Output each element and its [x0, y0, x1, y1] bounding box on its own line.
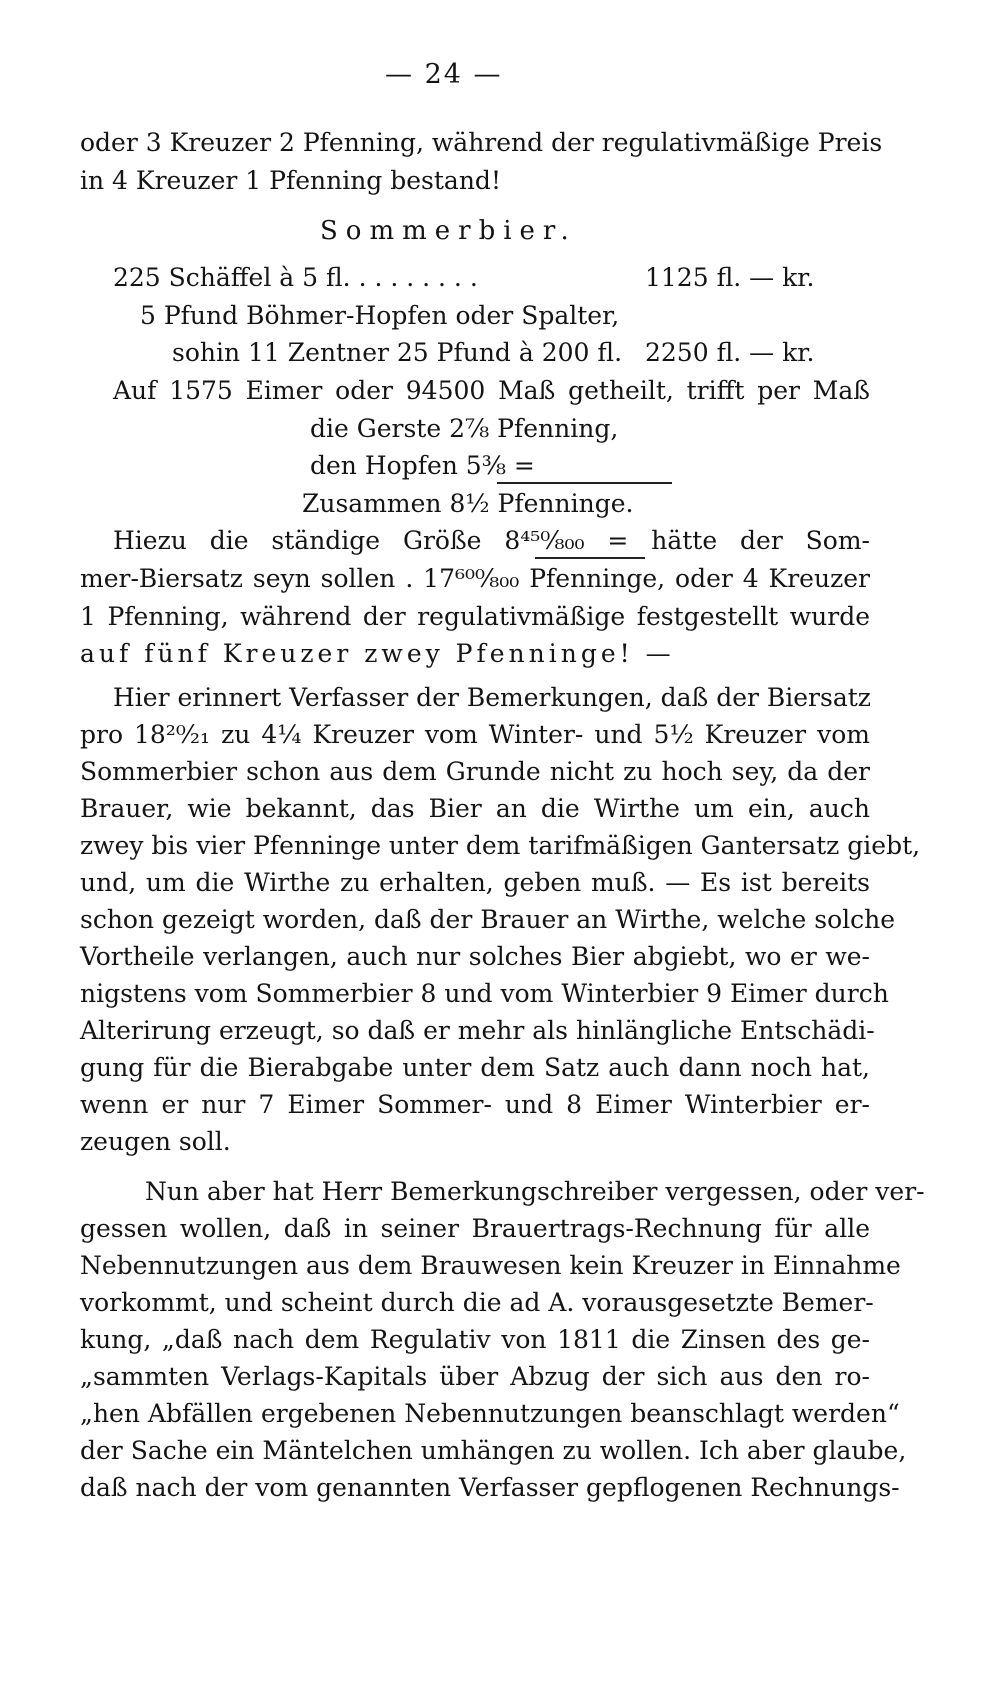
calc-line-hops-share: den Hopfen 5⅜ =: [310, 451, 535, 480]
text-line: Alterirung erzeugt, so daß er mehr als hinlängliche Entschädi-: [80, 1016, 875, 1045]
text-line: Brauer, wie bekannt, das Bier an die Wirthe um ein, auch: [80, 794, 870, 823]
sum-rule: [497, 482, 672, 484]
text-line: oder 3 Kreuzer 2 Pfenning, während der regulativmäßige Preis: [80, 128, 883, 157]
text-line: „hen Abfällen ergebenen Nebennutzungen beanschlagt werden“: [80, 1399, 900, 1428]
page-number: — 24 —: [385, 59, 503, 90]
section-heading: Sommerbier.: [320, 216, 577, 246]
text-line: in 4 Kreuzer 1 Pfenning bestand!: [80, 166, 501, 195]
calc-line-split: Auf 1575 Eimer oder 94500 Maß getheilt, trifft per Maß: [113, 376, 870, 405]
text-line: zwey bis vier Pfenninge unter dem tarifmäßigen Gantersatz giebt,: [80, 831, 921, 860]
text-line: „sammten Verlags-Kapitals über Abzug der sich aus den ro-: [80, 1362, 870, 1391]
text-line: zeugen soll.: [80, 1127, 231, 1156]
sum-rule: [535, 557, 645, 559]
text-line: wenn er nur 7 Eimer Sommer- und 8 Eimer Winterbier er-: [80, 1090, 870, 1119]
text-line: schon gezeigt worden, daß der Brauer an Wirthe, welche solche: [80, 905, 896, 934]
text-line: Hier erinnert Verfasser der Bemerkungen, daß der Biersatz: [113, 683, 871, 712]
text-line: mer-Biersatz seyn sollen . 17⁶⁰⁰⁄₈₀₀ Pfenninge, oder 4 Kreuzer: [80, 564, 870, 593]
text-line: Vortheile verlangen, auch nur solches Bier abgiebt, wo er we-: [80, 942, 870, 971]
calc-line-malt: 225 Schäffel à 5 fl. . . . . . . . .: [113, 263, 478, 292]
text-line: daß nach der vom genannten Verfasser gepflogenen Rechnungs-: [80, 1473, 900, 1502]
text-line: Hiezu die ständige Größe 8⁴⁵⁰⁄₈₀₀ = hätte der Som-: [113, 526, 870, 555]
text-line: vorkommt, und scheint durch die ad A. vorausgesetzte Bemer-: [80, 1288, 874, 1317]
text-line: auf fünf Kreuzer zwey Pfenninge! —: [80, 639, 675, 668]
calc-amount-hops: 2250 fl. — kr.: [645, 338, 815, 367]
text-line: und, um die Wirthe zu erhalten, geben muß. — Es ist bereits: [80, 868, 870, 897]
text-line: Nebennutzungen aus dem Brauwesen kein Kreuzer in Einnahme: [80, 1251, 901, 1280]
calc-line-hops-price: sohin 11 Zentner 25 Pfund à 200 fl.: [172, 338, 623, 367]
calc-line-barley: die Gerste 2⅞ Pfenning,: [310, 414, 619, 443]
text-line: kung, „daß nach dem Regulativ von 1811 die Zinsen des ge-: [80, 1325, 870, 1354]
calc-line-total: Zusammen 8½ Pfenninge.: [302, 489, 634, 518]
text-line: nigstens vom Sommerbier 8 und vom Winterbier 9 Eimer durch: [80, 979, 889, 1008]
text-line: 1 Pfenning, während der regulativmäßige festgestellt wurde: [80, 602, 870, 631]
calc-line-hops: 5 Pfund Böhmer-Hopfen oder Spalter,: [140, 301, 620, 330]
text-line: Nun aber hat Herr Bemerkungschreiber vergessen, oder ver-: [145, 1177, 925, 1206]
text-line: Sommerbier schon aus dem Grunde nicht zu hoch sey, da der: [80, 757, 870, 786]
text-line: pro 18²⁰⁄₂₁ zu 4¼ Kreuzer vom Winter- und 5½ Kreuzer vom: [80, 720, 870, 749]
text-line: gessen wollen, daß in seiner Brauertrags-Rechnung für alle: [80, 1214, 870, 1243]
text-line: gung für die Bierabgabe unter dem Satz auch dann noch hat,: [80, 1053, 870, 1082]
calc-amount-malt: 1125 fl. — kr.: [645, 263, 815, 292]
text-line: der Sache ein Mäntelchen umhängen zu wollen. Ich aber glaube,: [80, 1436, 907, 1465]
